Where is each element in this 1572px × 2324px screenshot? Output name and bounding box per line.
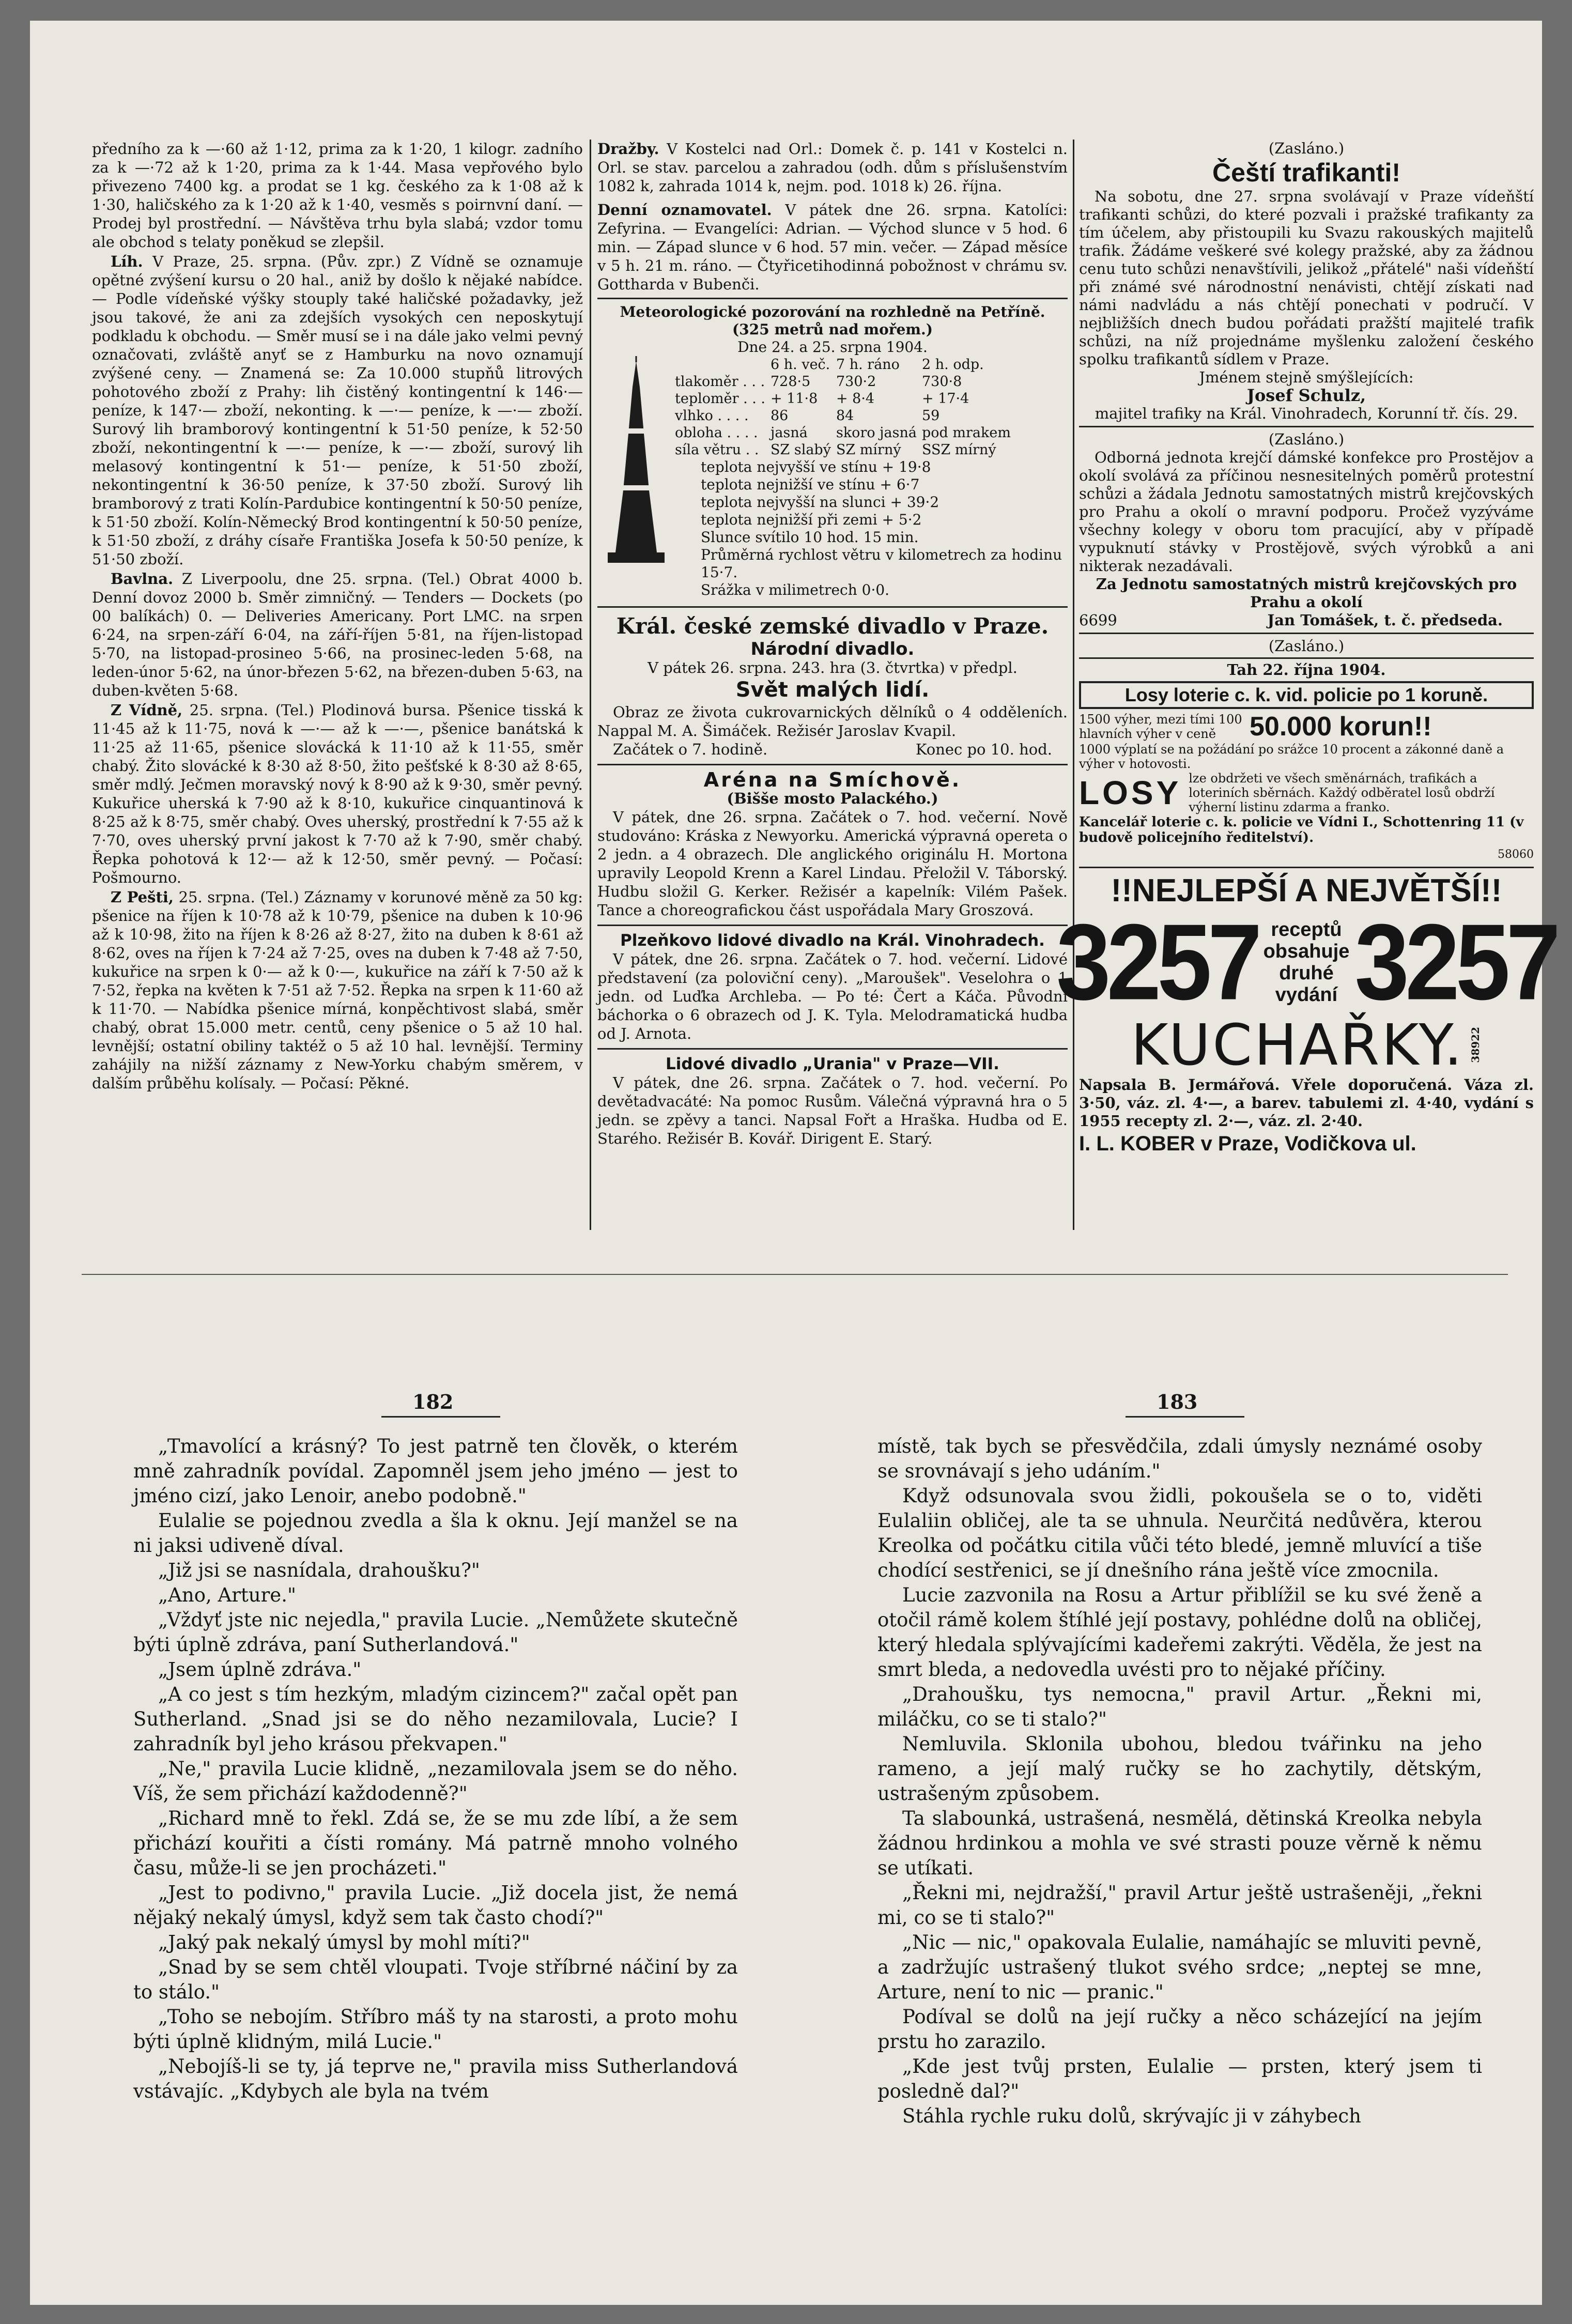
meteo-col-header: 6 h. več. [770, 357, 830, 373]
bavlna-paragraph: Bavlna. Z Liverpoolu, dne 25. srpna. (Tel.) Obrat 4000 b. Denní dovoz 2000 b. Směr zimničný. — Tenders — Dockets (po 00 balíkách) 0. — Deliveries Americany. Port LMC. na srpen 6·24, na srpen-září 6·04, na září-říjen 5·81, na říjen-listopad 5·70, na listopad-prosineo 5·66, na prosinec-leden 5·68, na leden-únor 5·62, na únor-březen 5·62, na březen-duben 5·63, na duben-květen 5·68. [92, 570, 583, 699]
denni-heading: Denní oznamovatel. [597, 201, 772, 219]
story-paragraph: „Jaký pak nekalý úmysl by mohl míti?" [158, 1931, 530, 1953]
meteo-subtitle: (325 metrů nad mořem.) [732, 321, 933, 338]
column-divider [1073, 140, 1074, 1230]
kucharky-title: KUCHAŘKY. [1131, 1012, 1465, 1078]
losy-word: LOSY [1079, 774, 1182, 811]
trafikanti-signature-name: Josef Schulz, [1246, 386, 1366, 405]
story-paragraph: „Nebojíš-li se ty, já teprve ne," pravila miss Sutherlandová vstávajíc. „Kdybych ale byla na tvém [133, 2055, 738, 2102]
story-paragraph: „Snad by se sem chtěl vloupati. Tvoje stříbrné náčiní by za to stálo." [133, 1956, 738, 2003]
page-number-rule [381, 1416, 500, 1418]
losy-amount: 50.000 korun!! [1250, 712, 1432, 742]
trafikanti-signature-info: majitel trafiky na Král. Vinohradech, Korunní tř. čís. 29. [1095, 405, 1518, 422]
meteo-row: tlakoměr . . . 728·5 730·2 730·8 [675, 374, 962, 390]
advertisements-column [1056, 140, 1557, 1245]
meat-market-paragraph: předního za k —·60 až 1·12, prima za k 1·20, 1 kilogr. zadního za k —·72 až k 1·20, prima za k 1·44. Masa vepřového bylo přivezeno 7400 kg. a prodat se 1 kg. českého za k 1·08 až k 1·30, haličského za k 1·20 až k 1·40, vesměs s poirnvní daní. — Prodej byl prostřední. — Návštěva trhu byla slabá; vzdor tomu ale obchod s telaty poněkud se zlepšil. [92, 140, 583, 251]
nejlepsi-headline: !!NEJLEPŠÍ A NEJVĚTŠÍ!! [1111, 873, 1502, 909]
story-paragraph: Lucie zazvonila na Rosu a Artur přiblížil se ku své ženě a otočil rámě kolem štíhlé její postavy, pohlédne dolů na obličej, který hledala splývajícími kadeřemi zakrýti. Věděla, že jest na smrt bleda, a nedovedla uvésti pro to nějaké příčiny. [877, 1584, 1482, 1681]
kober-publisher: I. L. KOBER v Praze, Vodičkova ul. [1079, 1132, 1416, 1155]
kral-subtitle: Národní divadlo. [750, 639, 915, 659]
meteo-table [675, 356, 1016, 458]
petrin-tower-illustration [597, 356, 675, 599]
krejci-number: 6699 [1079, 611, 1117, 629]
story-paragraph: „Jest to podivno," pravila Lucie. „Již docela jist, že nemá nějaký nekalý úmysl, když sem tak často chodí?" [133, 1882, 738, 1929]
story-paragraph: „Vždyť jste nic nejedla," pravila Lucie. „Nemůžete skutečně býti úplně zdráva, paní Sutherlandová." [133, 1609, 738, 1656]
story-paragraph: „Ne," pravila Lucie klidně, „nezamilovala jsem se do něho. Víš, že sem přichází každodenně?" [133, 1758, 738, 1805]
urania-title: Lidové divadlo „Urania" v Praze—VII. [666, 1055, 999, 1073]
story-paragraph: „Tmavolící a krásný? To jest patrně ten člověk, o kterém mně zahradník povídal. Zapomněl jsem jeho jméno — jest to jméno cizí, jako Lenoir, anebo podobně." [133, 1435, 738, 1507]
kral-start: Začátek o 7. hodině. [613, 741, 768, 758]
meteo-report [597, 303, 1068, 599]
zaslano-label: (Zasláno.) [1268, 430, 1345, 448]
column-divider [590, 140, 591, 1230]
kral-end: Konec po 10. hod. [915, 741, 1052, 758]
kral-text: Obraz ze života cukrovarnických dělníků o 4 odděleních. Nappal M. A. Šimáček. Režisér Jaroslav Kvapil. [597, 703, 1068, 740]
story-paragraph: „Řekni mi, nejdražší," pravil Artur ještě ustrašeněji, „řekni mi, co se ti stalo?" [877, 1882, 1482, 1929]
story-paragraph: místě, tak bych se přesvědčila, zdali úmysly neznámé osoby se srovnávají s jeho udáním." [877, 1435, 1482, 1482]
market-report-column [92, 140, 583, 1230]
losy-line1: 1500 výher, mezi tími 100 hlavních výher v ceně [1079, 712, 1242, 741]
story-paragraph: „Jsem úplně zdráva." [158, 1658, 362, 1681]
plzenkovo-notice [597, 931, 1068, 1043]
story-paragraph: Když odsunovala svou židli, pokoušela se o to, viděti Eulaliin obličej, ale ta se uhnula. Neurčitá nedůvěra, kterou Kreolka od počátku citila vůči této bledé, jemně mluvící a tiše chodící sestřenici, se jí dnešního rána ještě více zmocnila. [877, 1485, 1482, 1581]
losy-line2: 1000 výplatí se na požádání po srážce 10 procent a zákonné daně a výher v hotovosti. [1079, 742, 1504, 771]
arena-text: V pátek, dne 26. srpna. Začátek o 7. hod. večerní. Nově studováno: Kráska z Newyorku. Americká výpravná opereta o 2 jedn. a 4 obrazech. Dle anglického originálu H. Mortona upravily Leopold Krenn a Karel Lindau. Přeložil V. Táborský. Hudbu složil G. Kerker. Režisér a kapelník: Vilém Pašek. Tance a choreografickou část uspořádala Mary Groszová. [597, 808, 1068, 919]
page-number-rule [1126, 1416, 1244, 1418]
big-number-right: 3257 [1354, 902, 1557, 1023]
meteo-title: Meteorologické pozorování na rozhledně na Petříně. [620, 303, 1045, 320]
plzen-title: Plzeňkovo lidové divadlo na Král. Vinohradech. [620, 931, 1045, 950]
big-number-left: 3257 [1056, 902, 1258, 1023]
meteo-row: síla větru . . SZ slabý SZ mírný SSZ mírný [675, 442, 996, 458]
kral-divadlo-notice [597, 613, 1068, 759]
tah-date: Tah 22. října 1904. [1227, 661, 1386, 679]
losy-title: Losy loterie c. k. vid. policie po 1 koruně. [1079, 681, 1534, 709]
loterie-ad [1079, 661, 1534, 864]
meteo-extra: teplota nejvyšší ve stínu + 19·8 teplota nejnižší ve stínu + 6·7 teplota nejvyšší na slunci + 39·2 teplota nejnižší při zemi + 5·2 Slunce svítilo 10 hod. 15 min. Průměrná rychlost větru v kilometrech za hodinu 15·7. Srážka v milimetrech 0·0. [701, 458, 1062, 598]
recipes-label: receptů obsahuje druhé vydání [1263, 919, 1350, 1006]
arena-notice [597, 768, 1068, 919]
kucharky-text: Napsala B. Jermářová. Vřele doporučená. Váza zl. 3·50, váz. zl. 4·—, a barev. tabulemi zl. 4·40, vydání s 1955 recepty zl. 2·—, váz. zl. 2·40. [1079, 1076, 1534, 1130]
pest-paragraph: Z Pešti, 25. srpna. (Tel.) Záznamy v korunové měně za 50 kg: pšenice na říjen k 10·78 až k 10·79, pšenice na duben k 10·96 až k 10·98, žito na říjen k 8·26 až 8·27, žito na duben k 8·61 až 8·62, oves na říjen k 7·24 až 7·25, oves na duben k 7·48 až 7·50, kukuřice na srpen k 0·— až k 0·—, kukuřice na září k 7·50 až k 7·52, řepka na květen k 7·51 až 7·52. Řepka na srpen k 11·60 až k 11·70. — Nabídka pšenice mírná, konpěchtivost slabá, směr chabý, obrat 15.000 metr. centů, ceny pšenice o 5 až 10 hal. levnější; ostatní obiliny taktéž o 5 až 10 hal. levnější. Terminy zahájily na nižší záznamy z New-Yorku chabým směrem, v dalším průběhu kolísaly. — Počasí: Pěkné. [92, 888, 583, 1092]
meteo-row: vlhko . . . . 86 84 59 [675, 408, 940, 424]
meteo-col-header: 2 h. odp. [922, 357, 984, 373]
arena-title: Aréna na Smíchově. [703, 768, 962, 791]
trafikanti-title: Čeští trafikanti! [1212, 158, 1400, 187]
kral-play: Svět malých lidí. [735, 678, 930, 702]
story-left-column [133, 1434, 738, 2158]
zaslano-label: (Zasláno.) [1268, 637, 1345, 655]
kucharky-number: 38922 [1469, 1027, 1482, 1063]
story-paragraph: „Drahoušku, tys nemocna," pravil Artur. „Řekni mi, miláčku, co se ti stalo?" [877, 1683, 1482, 1730]
page-number-right: 183 [1157, 1390, 1198, 1413]
zaslano-label: (Zasláno.) [1268, 140, 1345, 157]
kucharky-ad [1056, 871, 1557, 1157]
story-paragraph: „Ano, Arture." [158, 1584, 296, 1606]
denni-notice: Denní oznamovatel. V pátek dne 26. srpna. Katolíci: Zefyrina. — Evangelíci: Adrian. — Východ slunce v 5 hod. 6 min. — Západ slunce v 6 hod. 57 min. večer. — Západ měsíce v 5 h. 21 m. ráno. — Čtyřicetihodinná pobožnost v chrámu sv. Gottharda v Bubenči. [597, 201, 1068, 293]
trafikanti-text: Na sobotu, dne 27. srpna svolávají v Praze vídeňští trafikanti schůzi, do které pozvali i pražské trafikanty za tím účelem, aby přistoupili ku Svazu rakouských majitelů trafik. Žádáme veškeré své kolegy pražské, aby za žádnou cenu tuto schůzi nenavštívili, jelikož „přátelé" naši vídeňští při známé své národnostní nenávisti, chtějí získati nad námi nadvládu a nás chtějí ponechati v područí. V nejbližších dnech budou pořádati pražští majitelé trafik schůzi, na níž projednáme myšlenku založení českého spolku trafikantů sídlem v Praze. [1079, 188, 1534, 368]
meteo-col-header: 7 h. ráno [836, 357, 900, 373]
trafikanti-ad [1079, 140, 1534, 423]
story-paragraph: „Kde jest tvůj prsten, Eulalie — prsten, který jsem ti posledně dal?" [877, 2055, 1482, 2102]
notices-column [597, 140, 1068, 1235]
story-paragraph: „A co jest s tím hezkým, mladým cizincem?" začal opět pan Sutherland. „Snad jsi se do něho nezamilovala, Lucie? I zahradník byl jeho krásou překvapen." [133, 1683, 738, 1755]
kral-title: Král. české zemské divadlo v Praze. [616, 613, 1049, 639]
meteo-row: obloha . . . . jasná skoro jasná pod mrakem [675, 425, 1011, 441]
story-right-column [877, 1434, 1482, 2158]
page-number-left: 182 [412, 1390, 454, 1413]
lih-paragraph: Líh. V Praze, 25. srpna. (Pův. zpr.) Z Vídně se oznamuje opětné zvýšení kursu o 20 hal., aniž by došlo k nějaké nabídce. — Podle vídeňské výšky stouply také haličské požadavky, jež jsou takové, že ani za zdejších vysokých cen neposkytují podkladu k obchodu. — Směr musí se i na dále jako velmi pevný označovati, zvláště anyť se z Hamburku na novo oznamují zvýšené ceny. — Znamená se: Za 10.000 stupňů litrových pohotového zboží z Prahy: lih čistěný kontingentní k 146·— peníze, k 147·— zboží, nekonting. k —·— peníze, k —·— zboží. Surový lih bramborový kontingentní k 51·50 peníze, k 52·50 zboží, nekontingentní k —·— peníze, k —·— zboží, surový lih melasový kontingentní k 51·— peníze, k 51·50 zboží, nekontingentní k 36·50 peníze, k 37·50 zboží. Surový lih bramborový z trati Kolín-Pardubice kontingentní k 50·50 peníze, k 51·50 zboží. Kolín-Německý Brod kontingentní k 50·50 peníze, k 51·50 zboží, z dráhy císaře Františka Josefa k 50·50 peníze, k 51·50 zboží. [92, 253, 583, 568]
krejci-text: Odborná jednota krejčí dámské konfekce pro Prostějov a okolí svolává za příčinou nesnesitelných poměrů protestní schůzi a žádala Jednotu samostatných mistrů krejčovských pro Prahu a okolí o mravní podporu. Pročež vyzýváme všechny kolegy v oboru tom pracující, aby v případě vypuknutí stávky v Prostějově, svých výrobků a ani nikterak nezadávali. [1079, 449, 1534, 575]
arena-subtitle: (Bišše mosto Palackého.) [727, 790, 938, 807]
urania-text: V pátek, dne 26. srpna. Začátek o 7. hod. večerní. Po devětadvacáté: Na pomoc Rusům. Válečná výpravná hra o 5 jedn. se zpěvy a tanci. Napsal Fořt a Hraška. Hudba od E. Starého. Režisér B. Kovář. Dirigent E. Starý. [597, 1074, 1068, 1147]
story-paragraph: Podíval se dolů na její ručky a něco scházející na jejím prstu ho zarazilo. [877, 2006, 1482, 2053]
story-paragraph: Stáhla rychle ruku dolů, skrývajíc ji v záhybech [902, 2105, 1361, 2127]
kral-date: V pátek 26. srpna. 243. hra (3. čtvrtka) v předpl. [648, 659, 1018, 676]
lih-heading: Líh. [111, 253, 143, 270]
trafikanti-signature-lead: Jménem stejně smýšlejících: [1199, 368, 1414, 386]
bavlna-heading: Bavlna. [111, 570, 174, 588]
losy-number: 58060 [1498, 848, 1534, 861]
drazby-heading: Dražby. [597, 140, 659, 158]
meteo-date: Dne 24. a 25. srpna 1904. [737, 338, 928, 356]
krejci-ad [1079, 430, 1534, 629]
pest-heading: Z Pešti, [111, 888, 174, 906]
viden-heading: Z Vídně, [111, 701, 183, 719]
newspaper-page [30, 21, 1557, 2305]
fold-divider [82, 1274, 1508, 1275]
viden-paragraph: Z Vídně, 25. srpna. (Tel.) Plodinová bursa. Pšenice tisská k 11·45 až k 11·75, nová k —·— až k —·—, pšenice banátská k 11·25 až 11·65, pšenice slovácká k 11·10 až k 11·55, směr chabý. Žito slovácké k 8·30 až 8·50, žito pešťské k 8·30 až 8·65, směr mdlý. Ječmen moravský nový k 8·90 až k 9·30, směr pevný. Kukuřice uherská k 7·90 až k 8·10, kukuřice cinquantinová k 8·25 až k 8·75, směr chabý. Oves uherský, prostřední k 7·55 až k 7·70, oves uherský první jakost k 7·70 až k 7·90, směr chabý. Řepka pohotová k 12·— až k 12·50, směr pevný. — Počasí: Pošmourno. [92, 701, 583, 886]
story-paragraph: „Nic — nic," opakovala Eulalie, namáhajíc se mluviti pevně, a zadržujíc ustrašený tlukot svého srdce; „neptej se mne, Arture, není to nic — pranic." [877, 1931, 1482, 2003]
story-paragraph: „Toho se nebojím. Stříbro máš ty na starosti, a proto mohu býti úplně klidným, milá Lucie." [133, 2006, 738, 2053]
drazby-notice: Dražby. V Kostelci nad Orl.: Domek č. p. 141 v Kostelci n. Orl. se stav. parcelou a zahradou (odh. dům s příslušenstvím 1082 k, zahrada 1014 k, nejm. pod. 1018 k) 26. října. [597, 140, 1068, 195]
losy-line4: Kancelář loterie c. k. policie ve Vídni I., Schottenring 11 (v budově policejního ředitelství). [1079, 814, 1524, 845]
story-paragraph: Ta slabounká, ustrašená, nesmělá, dětinská Kreolka nebyla žádnou hrdinkou a mohla ve své strasti pouze věrně k němu se utíkati. [877, 1807, 1482, 1879]
meteo-row: teploměr . . . + 11·8 + 8·4 + 17·4 [675, 391, 969, 407]
urania-notice [597, 1055, 1068, 1148]
story-paragraph: „Richard mně to řekl. Zdá se, že se mu zde líbí, a že sem přichází kouřiti a čísti romány. Má patrně mnoho volného času, může-li se jen procházeti." [133, 1807, 738, 1879]
story-paragraph: Nemluvila. Sklonila ubohou, bledou tvářinku na jeho rameno, a její malý ručky se ho zachytily, dětským, ustrašeným způsobem. [877, 1733, 1482, 1805]
krejci-heading: Za Jednotu samostatných mistrů krejčovských pro Prahu a okolí [1096, 575, 1517, 611]
plzen-text: V pátek, dne 26. srpna. Začátek o 7. hod. večerní. Lidové představení (za poloviční ceny). „Maroušek". Veselohra o 1 jedn. od Luďka Archleba. — Po té: Čert a Káča. Původní báchorka o 6 obrazech od J. K. Tyla. Melodramatická hudba od J. Arnota. [597, 950, 1068, 1042]
losy-line3: lze obdržeti ve všech směnárnách, trafikách a loteriních sběrnách. Každý odběratel losů obdrží výherní listinu zdarma a franko. [1189, 771, 1495, 814]
story-paragraph: Eulalie se pojednou zvedla a šla k oknu. Její manžel se na ni jaksi udiveně díval. [133, 1510, 738, 1557]
krejci-signature: Jan Tomášek, t. č. předseda. [1267, 611, 1503, 629]
story-paragraph: „Již jsi se nasnídala, drahoušku?" [158, 1559, 480, 1581]
